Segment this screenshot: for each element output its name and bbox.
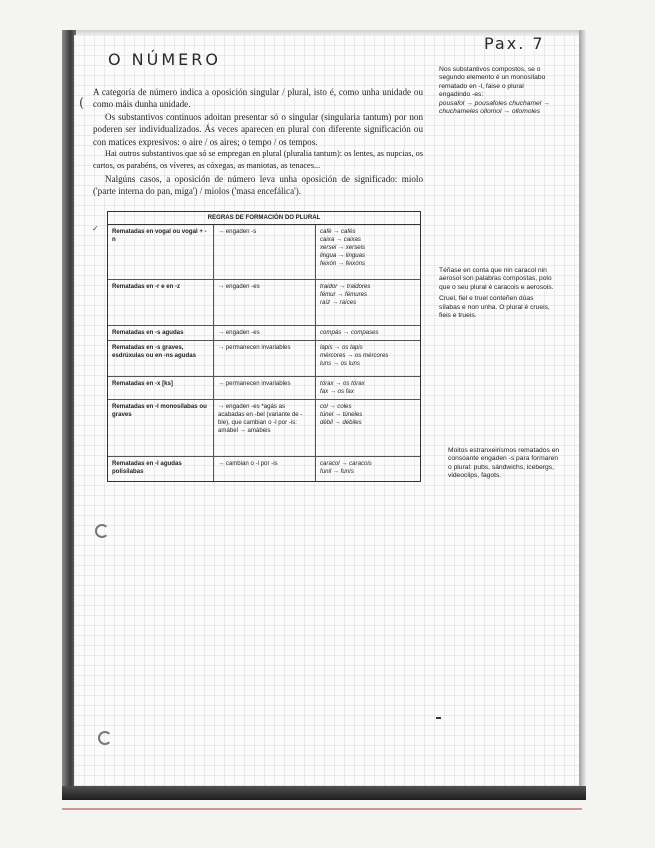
rule-cell: Rematadas en -l agudas polisílabas	[108, 457, 214, 481]
example-item: fax → os fax	[320, 388, 354, 395]
table-row	[108, 225, 420, 280]
example-item: compás → compases	[320, 329, 379, 336]
sidenote-text: Nos substantivos compostos, se o segundo elemento é un monosílabo rematado en -l, faise o plural engadindo -es:	[439, 66, 546, 99]
table-row	[108, 341, 420, 377]
action-cell: → engaden -es	[214, 326, 316, 341]
handwritten-title: O NÚMERO	[108, 50, 221, 69]
table-row	[108, 280, 420, 326]
intro-text	[93, 86, 423, 198]
action-cell: → cambian o -l por -is	[214, 457, 316, 481]
binder-hole-icon	[95, 524, 109, 538]
example-item: caixa → caixas	[320, 236, 361, 243]
rule-cell: Rematadas en -x [ks]	[108, 377, 214, 400]
rule-cell: Rematadas en -l monosílabas ou graves	[108, 400, 214, 457]
example-item: mércores → os mércores	[320, 352, 389, 359]
action-cell: → engaden -es	[214, 280, 316, 326]
sidenote-examples: pousafol → pousafoles chuchamel → chuchameles ollomol → ollomoles	[439, 99, 550, 116]
handwritten-page-ref: Pax. 7	[484, 34, 545, 53]
example-item: xersei → xerseis	[320, 244, 366, 251]
example-item: túnel → túneles	[320, 411, 363, 418]
examples-cell	[316, 225, 421, 280]
bottom-margin-line	[62, 808, 582, 810]
table-heading: REGRAS DE FORMACIÓN DO PLURAL	[108, 212, 420, 225]
examples-cell	[316, 341, 421, 377]
rule-cell: Rematadas en vogal ou vogal + -n	[108, 225, 214, 280]
example-item: fémur → fémures	[320, 291, 368, 298]
action-cell: → permanecen invariables	[214, 341, 316, 377]
example-item: col → coles	[320, 403, 352, 410]
sidenote-text: Moitos estranxeirismos rematados en consoante engaden -s para formaren o plural: pubs, sándwichs, icebergs, videoclips, fagots.	[448, 447, 560, 480]
examples-cell	[316, 280, 421, 326]
examples-cell	[316, 326, 421, 341]
binder-hole-icon	[98, 731, 112, 745]
rule-cell: Rematadas en -s graves, esdrúxulas ou en -ns agudas	[108, 341, 214, 377]
intro-paragraph: Nalgúns casos, a oposición de número leva unha oposición de significado: miolo ('parte interna do pan, miga') / miolos ('masa encefálica').	[93, 173, 423, 197]
table-row	[108, 377, 420, 400]
example-item: luns → os luns	[320, 360, 360, 367]
examples-cell	[316, 457, 421, 481]
example-item: débil → débiles	[320, 419, 362, 426]
examples-cell	[316, 400, 421, 457]
sidenote-text: Téñase en conta que nin caracol nin aerosol son palabras compostas, polo que o seu plural é caracois e aerosois.	[439, 267, 554, 291]
sidenote-caracol	[439, 267, 555, 320]
action-cell: → engaden -es *agás as acabadas en -bel (variante de -ble), que cambian o -l por -is: amábel → amábeis	[214, 400, 316, 457]
rule-cell: Rematadas en -s agudas	[108, 326, 214, 341]
example-item: traidor → traidores	[320, 283, 371, 290]
pencil-dash-mark	[436, 717, 441, 719]
example-item: lapis → os lapis	[320, 344, 363, 351]
table-row	[108, 457, 420, 481]
table-row	[108, 400, 420, 457]
page-edge-shadow-bottom	[62, 786, 586, 800]
sidenote-compounds	[439, 66, 555, 116]
intro-paragraph: A categoría de número indica a oposición singular / plural, isto é, como unha unidade ou como máis dunha unidade.	[93, 87, 423, 110]
sidenote-foreign-words	[448, 447, 560, 481]
margin-bracket-mark: (	[79, 96, 85, 111]
example-item: tórax → os tórax	[320, 380, 365, 387]
intro-paragraph: Os substantivos continuos adoitan presentar só o singular (singularia tantum) por non poderen ser individualizados. Ás veces aparecen en plural con diferente significación ou con matices expresivos: o aire / os aires; o tempo / os tempos.	[93, 111, 423, 147]
action-cell: → permanecen invariables	[214, 377, 316, 400]
example-item: funil → funís	[320, 468, 354, 475]
example-item: raíz → raíces	[320, 299, 357, 306]
table-row	[108, 326, 420, 341]
rule-cell: Rematadas en -r e en -z	[108, 280, 214, 326]
example-item: caracol → caracois	[320, 460, 372, 467]
page-edge-shadow-right	[579, 30, 586, 800]
intro-paragraph: Hai outros substantivos que só se empregan en plural (pluralia tantum): os lentes, as nupcias, os cartos, os parabéns, os víveres, as cóxegas, as maniotas, as tenaces...	[93, 149, 423, 171]
examples-cell	[316, 377, 421, 400]
plural-rules-table	[107, 211, 421, 482]
check-mark: ✓	[92, 224, 99, 233]
example-item: feixón → feixóns	[320, 260, 366, 267]
example-item: café → cafés	[320, 228, 356, 235]
action-cell: → engaden -s	[214, 225, 316, 280]
example-item: lingua → linguas	[320, 252, 366, 259]
sidenote-text: Cruel, fiel e truel conteñen dúas sílabas e non unha. O plural é crueis, fieis e trueis.	[439, 295, 550, 320]
